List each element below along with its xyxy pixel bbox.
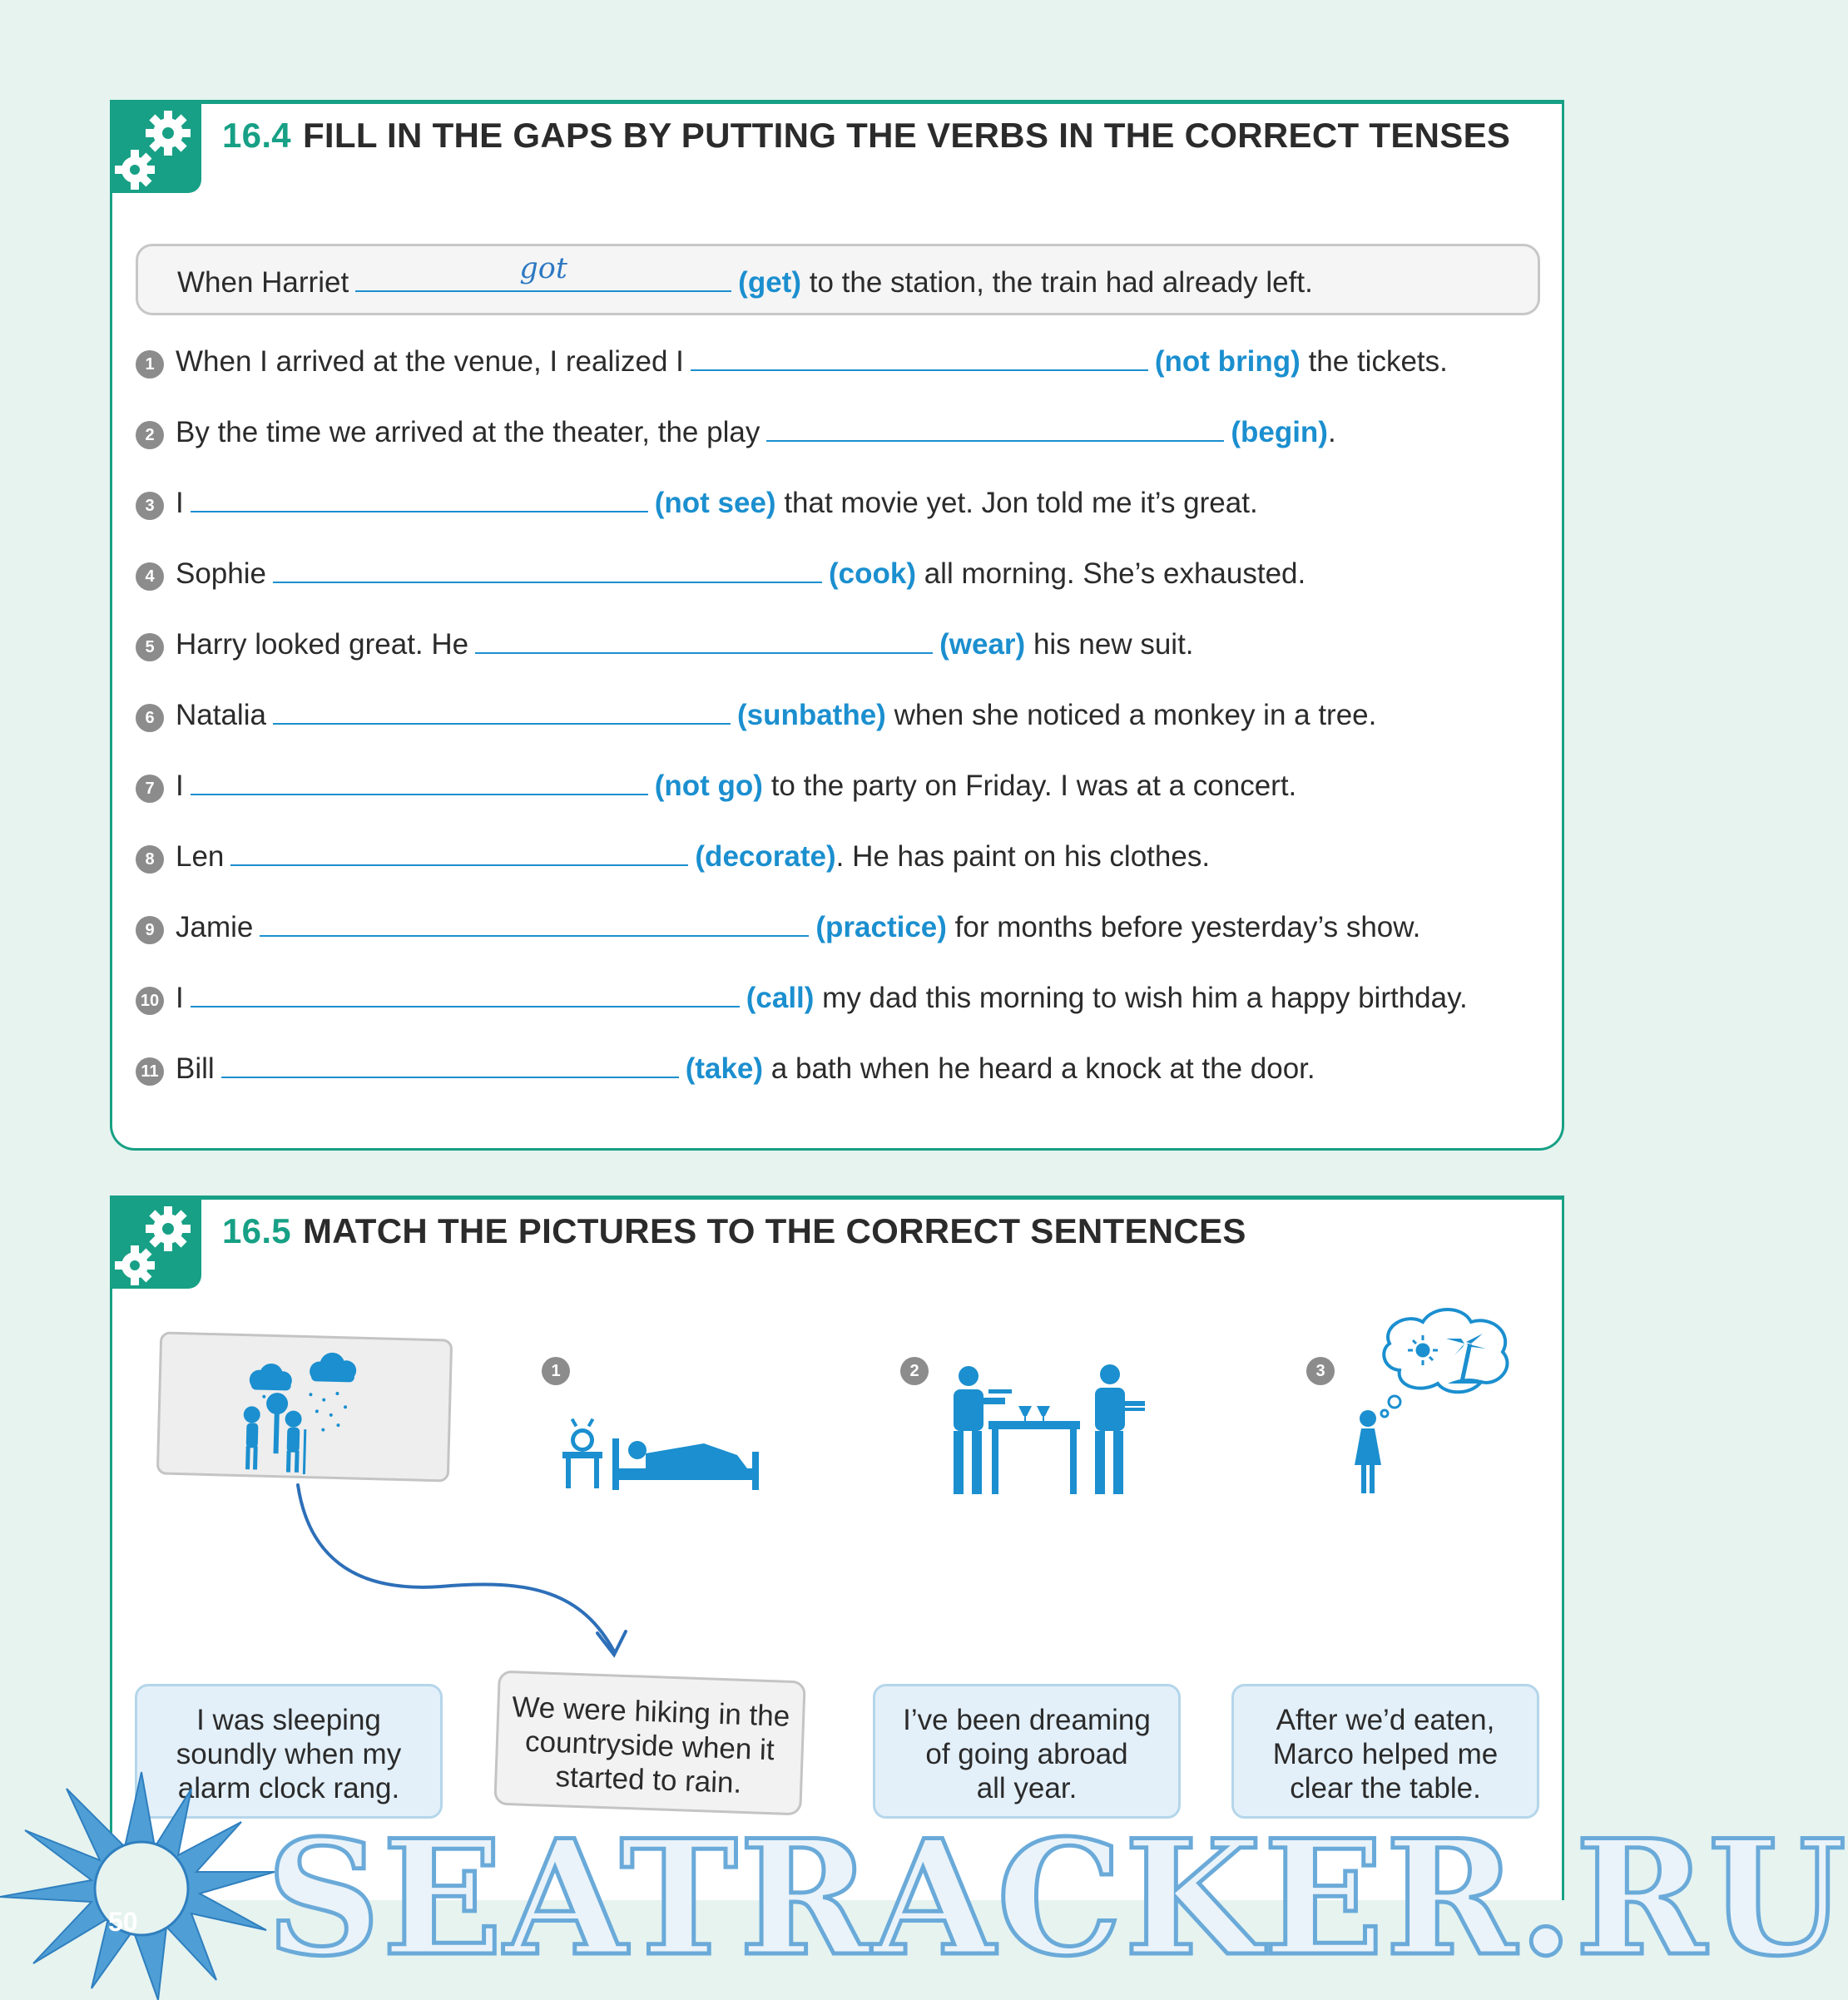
example-box bbox=[136, 244, 1540, 315]
picture-number: 2 bbox=[900, 1357, 929, 1385]
exercise-16-4-panel bbox=[110, 100, 1564, 1151]
item-number: 5 bbox=[136, 633, 164, 661]
answer-blank[interactable] bbox=[475, 629, 933, 654]
matching-arrow bbox=[283, 1477, 682, 1668]
item-number: 6 bbox=[136, 704, 164, 732]
gear-tab bbox=[110, 100, 201, 193]
item-number: 4 bbox=[136, 562, 164, 591]
exercise-item bbox=[136, 982, 1468, 1015]
item-verb: (not bring) bbox=[1154, 345, 1301, 378]
exercise-item bbox=[136, 345, 1448, 379]
item-before: Jamie bbox=[176, 911, 254, 943]
panel-title bbox=[222, 116, 1510, 156]
answer-blank[interactable] bbox=[273, 558, 822, 583]
section-title: FILL IN THE GAPS BY PUTTING THE VERBS IN THE CORRECT TENSES bbox=[302, 116, 1511, 155]
item-after: his new suit. bbox=[1033, 628, 1194, 661]
item-before: Natalia bbox=[176, 699, 266, 731]
item-after: that movie yet. Jon told me it’s great. bbox=[784, 487, 1258, 519]
item-before: I bbox=[176, 487, 184, 519]
exercise-item bbox=[136, 487, 1258, 520]
item-verb: (cook) bbox=[828, 557, 916, 590]
item-before: Len bbox=[176, 840, 225, 873]
sentence-line: We were hiking in the bbox=[511, 1691, 790, 1733]
sentence-line: soundly when my bbox=[176, 1738, 402, 1770]
example-sentence bbox=[177, 252, 1313, 300]
section-title: MATCH THE PICTURES TO THE CORRECT SENTENCES bbox=[302, 1211, 1246, 1250]
exercise-item bbox=[136, 1052, 1315, 1086]
example-picture-card bbox=[156, 1331, 453, 1482]
answer-blank[interactable] bbox=[221, 1053, 679, 1078]
item-verb: (not see) bbox=[654, 487, 776, 519]
item-number: 11 bbox=[136, 1057, 164, 1086]
answer-blank[interactable] bbox=[273, 700, 731, 725]
item-after: . He has paint on his clothes. bbox=[835, 840, 1211, 873]
item-after: my dad this morning to wish him a happy birthday. bbox=[822, 982, 1468, 1014]
item-after: the tickets. bbox=[1308, 345, 1448, 378]
sentence-line: of going abroad bbox=[925, 1738, 1128, 1770]
section-number: 16.5 bbox=[222, 1211, 291, 1250]
example-after: to the station, the train had already left. bbox=[809, 266, 1313, 299]
answer-blank[interactable] bbox=[691, 346, 1148, 371]
item-after: . bbox=[1327, 416, 1336, 448]
item-number: 3 bbox=[136, 492, 164, 520]
item-before: I bbox=[176, 982, 184, 1014]
exercise-item bbox=[136, 770, 1296, 803]
example-verb: (get) bbox=[738, 266, 801, 299]
exercise-item bbox=[136, 416, 1336, 449]
item-before: When I arrived at the venue, I realized I bbox=[176, 345, 684, 378]
example-blank bbox=[355, 252, 731, 292]
item-after: a bath when he heard a knock at the door. bbox=[770, 1052, 1315, 1085]
item-verb: (call) bbox=[746, 982, 815, 1014]
gears-icon bbox=[110, 1196, 201, 1289]
picture-number: 3 bbox=[1306, 1357, 1335, 1385]
sentence-line: all year. bbox=[976, 1772, 1078, 1804]
exercise-item bbox=[136, 840, 1210, 874]
picture-number: 1 bbox=[542, 1357, 570, 1385]
gears-icon bbox=[110, 100, 201, 193]
answer-blank[interactable] bbox=[191, 770, 648, 795]
sentence-line: I’ve been dreaming bbox=[903, 1704, 1151, 1736]
item-verb: (not go) bbox=[654, 770, 763, 802]
item-verb: (sunbathe) bbox=[736, 699, 886, 731]
sentence-line: alarm clock rang. bbox=[177, 1772, 400, 1804]
item-before: Bill bbox=[176, 1052, 215, 1085]
item-before: I bbox=[176, 770, 184, 802]
exercise-item bbox=[136, 628, 1194, 661]
panel-title bbox=[222, 1211, 1246, 1251]
watermark-text: SEATRACKER.RU bbox=[266, 1805, 1848, 1991]
exercise-item bbox=[136, 699, 1376, 732]
item-number: 9 bbox=[136, 916, 164, 944]
page-number: 50 bbox=[108, 1907, 138, 1937]
answer-blank[interactable] bbox=[191, 488, 648, 512]
item-verb: (decorate) bbox=[695, 840, 836, 873]
clearing-table-icon[interactable] bbox=[945, 1364, 1153, 1498]
sentence-card[interactable] bbox=[873, 1684, 1181, 1819]
exercise-item bbox=[136, 557, 1305, 591]
sentence-card[interactable] bbox=[1231, 1684, 1539, 1819]
item-number: 8 bbox=[136, 845, 164, 874]
gear-tab bbox=[110, 1196, 201, 1289]
item-after: to the party on Friday. I was at a concert. bbox=[770, 770, 1297, 802]
item-after: all morning. She’s exhausted. bbox=[924, 557, 1306, 590]
item-number: 1 bbox=[136, 350, 164, 379]
sentence-line: clear the table. bbox=[1290, 1772, 1481, 1804]
item-verb: (practice) bbox=[815, 911, 947, 943]
item-before: By the time we arrived at the theater, the play bbox=[176, 416, 761, 448]
item-before: Sophie bbox=[176, 557, 266, 590]
hikers-in-rain-icon bbox=[159, 1334, 455, 1484]
sunburst-logo-icon bbox=[0, 1755, 283, 2000]
item-after: when she noticed a monkey in a tree. bbox=[894, 699, 1377, 731]
section-number: 16.4 bbox=[222, 116, 291, 155]
item-verb: (wear) bbox=[939, 628, 1026, 661]
sentence-line: After we’d eaten, bbox=[1276, 1704, 1495, 1736]
sentence-line: countryside when it bbox=[524, 1725, 775, 1767]
sentence-line: Marco helped me bbox=[1272, 1738, 1499, 1770]
answer-blank[interactable] bbox=[191, 983, 740, 1007]
sentence-line: I was sleeping bbox=[196, 1704, 381, 1736]
item-after: for months before yesterday’s show. bbox=[954, 911, 1421, 943]
exercise-item bbox=[136, 911, 1420, 944]
item-number: 10 bbox=[136, 987, 164, 1015]
answer-blank[interactable] bbox=[766, 417, 1224, 442]
item-number: 2 bbox=[136, 421, 164, 449]
example-answer: got bbox=[519, 252, 567, 285]
item-number: 7 bbox=[136, 775, 164, 803]
answer-blank[interactable] bbox=[230, 841, 688, 866]
dreaming-of-beach-icon[interactable] bbox=[1340, 1302, 1519, 1498]
example-before: When Harriet bbox=[177, 266, 349, 299]
item-before: Harry looked great. He bbox=[176, 628, 469, 661]
answer-blank[interactable] bbox=[260, 912, 809, 937]
item-verb: (begin) bbox=[1231, 416, 1328, 448]
item-verb: (take) bbox=[685, 1052, 764, 1085]
sentence-card[interactable] bbox=[493, 1671, 805, 1816]
sentence-line: started to rain. bbox=[554, 1760, 742, 1800]
